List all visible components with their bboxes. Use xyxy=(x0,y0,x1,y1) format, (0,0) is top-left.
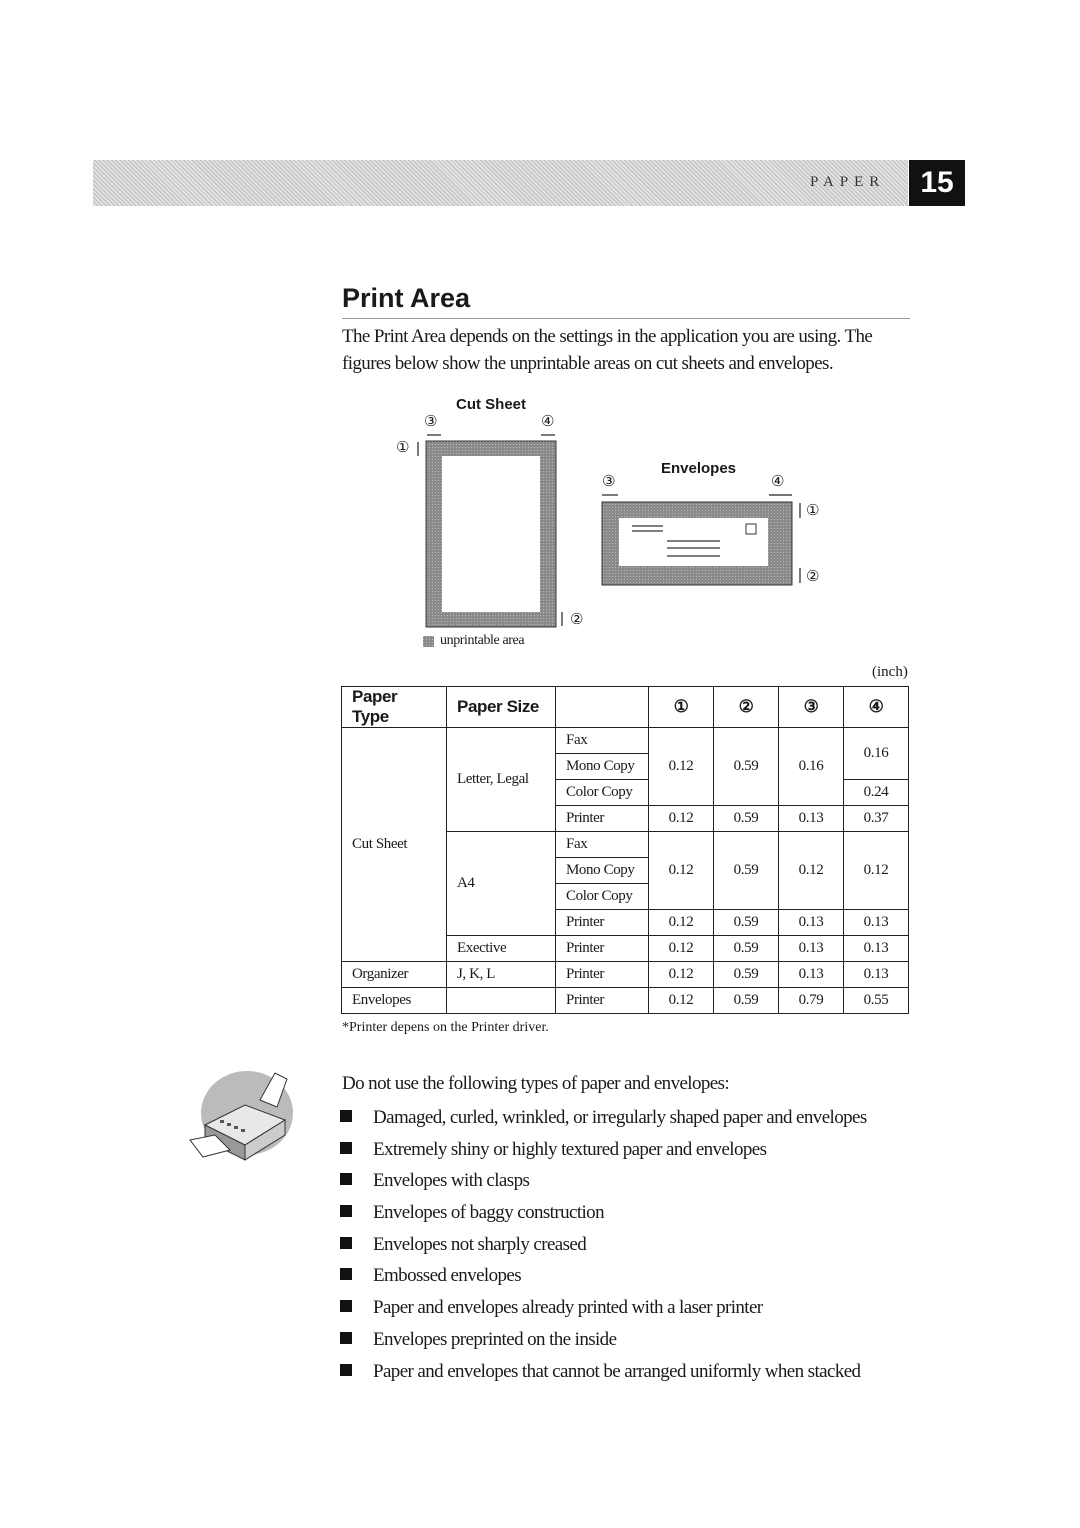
legend-text: unprintable area xyxy=(440,633,525,648)
list-item xyxy=(340,1294,867,1326)
cell-value: 0.12 xyxy=(649,728,714,806)
fax-machine-illustration xyxy=(185,1065,305,1170)
item-text: Extremely shiny or highly textured paper and envelopes xyxy=(373,1138,767,1160)
print-area-diagram xyxy=(0,0,1080,700)
cell-size: J, K, L xyxy=(447,962,556,988)
list-item xyxy=(340,1358,867,1390)
cell-mode: Fax xyxy=(556,832,649,858)
list-item xyxy=(340,1231,867,1263)
avoid-list xyxy=(340,1104,867,1389)
cell-value: 0.37 xyxy=(844,806,909,832)
cell-value: 0.16 xyxy=(844,728,909,780)
list-item xyxy=(340,1104,867,1136)
cell-type: Cut Sheet xyxy=(342,728,447,962)
avoid-lead: Do not use the following types of paper and envelopes: xyxy=(342,1073,730,1094)
cell-value: 0.59 xyxy=(714,910,779,936)
cell-value: 0.59 xyxy=(714,832,779,910)
cell-value: 0.12 xyxy=(649,806,714,832)
cell-value: 0.12 xyxy=(649,962,714,988)
table-row xyxy=(342,728,909,754)
cell-value: 0.13 xyxy=(779,936,844,962)
intro-text: The Print Area depends on the settings in the application you are using. The figures below show the unprintable areas on cut sheets and envelopes. xyxy=(342,326,873,374)
cell-value: 0.13 xyxy=(779,910,844,936)
page-title: Print Area xyxy=(342,283,471,313)
cell-mode: Color Copy xyxy=(556,884,649,910)
env-marker-4: ④ xyxy=(771,472,785,490)
marker-1: ① xyxy=(396,438,410,456)
list-item xyxy=(340,1167,867,1199)
cell-value: 0.13 xyxy=(844,936,909,962)
marker-4: ④ xyxy=(541,412,555,430)
header-mode xyxy=(556,687,649,728)
list-item xyxy=(340,1326,867,1358)
cell-value: 0.12 xyxy=(649,910,714,936)
header-2: ② xyxy=(714,687,779,728)
cell-value: 0.59 xyxy=(714,962,779,988)
cell-mode: Color Copy xyxy=(556,780,649,806)
marker-2: ② xyxy=(570,610,584,628)
cell-value: 0.13 xyxy=(844,962,909,988)
cell-size: Letter, Legal xyxy=(447,728,556,832)
cell-size: A4 xyxy=(447,832,556,936)
cell-value: 0.24 xyxy=(844,780,909,806)
item-text: Paper and envelopes already printed with a laser printer xyxy=(373,1297,763,1319)
cell-value: 0.13 xyxy=(779,806,844,832)
cell-value: 0.12 xyxy=(649,988,714,1014)
bullet-icon xyxy=(340,1268,352,1280)
header-paper-size: Paper Size xyxy=(447,687,556,728)
bullet-icon xyxy=(340,1110,352,1122)
item-text: Envelopes with clasps xyxy=(373,1170,530,1192)
header-1: ① xyxy=(649,687,714,728)
cell-size: Exective xyxy=(447,936,556,962)
page-number: 15 xyxy=(909,160,965,206)
item-text: Envelopes not sharply creased xyxy=(373,1233,587,1255)
env-marker-3: ③ xyxy=(602,472,616,490)
bullet-icon xyxy=(340,1205,352,1217)
cell-type: Envelopes xyxy=(342,988,447,1014)
cell-mode: Printer xyxy=(556,806,649,832)
item-text: Embossed envelopes xyxy=(373,1265,522,1287)
item-text: Paper and envelopes that cannot be arranged uniformly when stacked xyxy=(373,1360,861,1382)
cell-value: 0.12 xyxy=(844,832,909,910)
print-area-table xyxy=(341,686,909,1014)
envelopes-label: Envelopes xyxy=(661,460,737,477)
cell-value: 0.55 xyxy=(844,988,909,1014)
header-3: ③ xyxy=(779,687,844,728)
unit-label: (inch) xyxy=(872,664,908,680)
cell-value: 0.12 xyxy=(649,832,714,910)
bullet-icon xyxy=(340,1364,352,1376)
bullet-icon xyxy=(340,1300,352,1312)
list-item xyxy=(340,1136,867,1168)
cell-value: 0.59 xyxy=(714,728,779,806)
cell-mode: Printer xyxy=(556,936,649,962)
table-row xyxy=(342,962,909,988)
item-text: Envelopes preprinted on the inside xyxy=(373,1328,617,1350)
cell-mode: Fax xyxy=(556,728,649,754)
bullet-icon xyxy=(340,1237,352,1249)
item-text: Envelopes of baggy construction xyxy=(373,1202,604,1224)
cell-value: 0.12 xyxy=(779,832,844,910)
marker-3: ③ xyxy=(424,412,438,430)
table-footnote: *Printer depens on the Printer driver. xyxy=(342,1020,549,1035)
cell-mode: Mono Copy xyxy=(556,858,649,884)
cell-value: 0.59 xyxy=(714,988,779,1014)
cell-value: 0.13 xyxy=(779,962,844,988)
cut-sheet-label: Cut Sheet xyxy=(456,396,527,413)
env-marker-2: ② xyxy=(806,567,820,585)
cell-value: 0.59 xyxy=(714,806,779,832)
bullet-icon xyxy=(340,1142,352,1154)
cell-type: Organizer xyxy=(342,962,447,988)
section-label: PAPER xyxy=(810,174,886,190)
cell-mode: Printer xyxy=(556,962,649,988)
cell-mode: Printer xyxy=(556,910,649,936)
header-4: ④ xyxy=(844,687,909,728)
list-item xyxy=(340,1199,867,1231)
header-paper-type: Paper Type xyxy=(342,687,447,728)
cell-mode: Mono Copy xyxy=(556,754,649,780)
bullet-icon xyxy=(340,1173,352,1185)
cell-value: 0.12 xyxy=(649,936,714,962)
table-row xyxy=(342,988,909,1014)
cell-value: 0.13 xyxy=(844,910,909,936)
cell-size xyxy=(447,988,556,1014)
env-marker-1: ① xyxy=(806,501,820,519)
cell-value: 0.79 xyxy=(779,988,844,1014)
item-text: Damaged, curled, wrinkled, or irregularly shaped paper and envelopes xyxy=(373,1107,867,1128)
bullet-icon xyxy=(340,1332,352,1344)
cell-mode: Printer xyxy=(556,988,649,1014)
cell-value: 0.16 xyxy=(779,728,844,806)
list-item xyxy=(340,1262,867,1294)
table-header-row xyxy=(342,687,909,728)
cell-value: 0.59 xyxy=(714,936,779,962)
